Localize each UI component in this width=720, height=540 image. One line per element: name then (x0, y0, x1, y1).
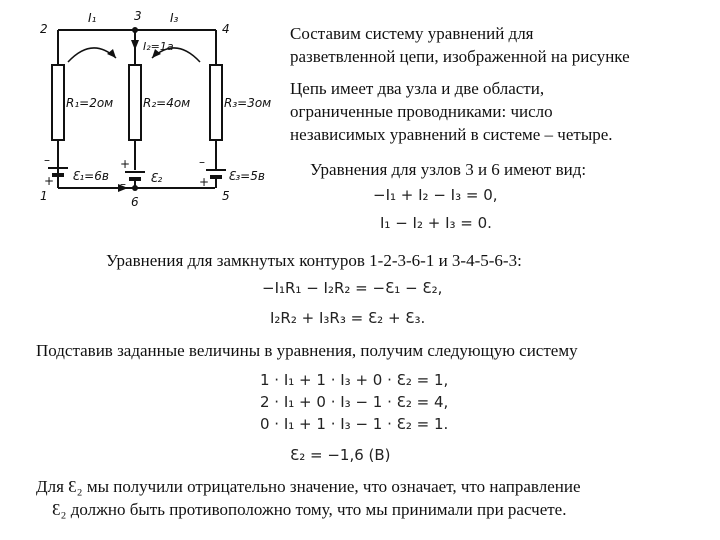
conclusion-line-1: Для Ɛ₂ мы получили отрицательно значение, что означает, что направление (36, 477, 581, 496)
intro-line-2: разветвленной цепи, изображенной на рисунке (290, 47, 630, 66)
source-label-e1: Ɛ₁=6в (72, 169, 109, 183)
node-eq-heading: Уравнения для узлов 3 и 6 имеют вид: (310, 160, 587, 179)
node-label-6: 6 (131, 195, 139, 209)
current-label-i3: I₃ (170, 11, 179, 25)
node-equation-1: −I₁ + I₂ − I₃ = 0, (373, 186, 498, 204)
node-3-dot (132, 27, 138, 33)
polarity-minus-e3: – (199, 155, 205, 169)
polarity-plus-e3: + (199, 175, 210, 189)
node-label-5: 5 (222, 189, 230, 203)
node-equation-2: I₁ − I₂ + I₃ = 0. (380, 214, 492, 232)
node-label-1: 1 (40, 189, 48, 203)
polarity-minus-e2: – (120, 177, 126, 191)
node-label-4: 4 (222, 22, 230, 36)
nodes-info-line-1: Цепь имеет два узла и две области, (290, 79, 545, 98)
resistor-r2 (129, 65, 141, 140)
result-equation: Ɛ₂ = −1,6 (В) (290, 446, 391, 464)
system-equation-1: 1 · I₁ + 1 · I₃ + 0 · Ɛ₂ = 1, (260, 371, 449, 389)
node-label-2: 2 (40, 22, 48, 36)
resistor-r1 (52, 65, 64, 140)
battery-e2 (125, 172, 145, 179)
substitution-heading: Подставив заданные величины в уравнения, получим следующую систему (36, 341, 578, 360)
loop-equation-2: I₂R₂ + I₃R₃ = Ɛ₂ + Ɛ₃. (270, 309, 426, 327)
circuit-diagram (0, 0, 290, 215)
resistor-label-r1: R₁=2ом (66, 96, 114, 110)
current-label-i1: I₁ (88, 11, 97, 25)
current-i2-arrow (131, 40, 139, 50)
system-equation-3: 0 · I₁ + 1 · I₃ − 1 · Ɛ₂ = 1. (260, 415, 449, 433)
polarity-minus-e1: – (44, 153, 50, 167)
resistor-label-r2: R₂=4ом (143, 96, 191, 110)
source-label-e2: Ɛ₂ (150, 171, 163, 185)
resistor-label-r3: R₃=3ом (224, 96, 272, 110)
nodes-info-line-2: ограниченные проводниками: число (290, 102, 553, 121)
loop-arrow-left (68, 48, 116, 62)
nodes-info-line-3: независимых уравнений в системе – четыре. (290, 125, 613, 144)
loop-heading: Уравнения для замкнутых контуров 1-2-3-6-1 и 3-4-5-6-3: (106, 251, 522, 270)
node-label-3: 3 (134, 9, 142, 23)
polarity-plus-e1: + (44, 174, 55, 188)
current-label-i2: I₂=1a (143, 40, 174, 53)
source-label-e3: Ɛ₃=5в (228, 169, 265, 183)
loop-equation-1: −I₁R₁ − I₂R₂ = −Ɛ₁ − Ɛ₂, (262, 279, 443, 297)
system-equation-2: 2 · I₁ + 0 · I₃ − 1 · Ɛ₂ = 4, (260, 393, 449, 411)
resistor-r3 (210, 65, 222, 140)
loop-arrow-left-head (107, 49, 116, 58)
polarity-plus-e2: + (120, 157, 131, 171)
intro-line-1: Составим систему уравнений для (290, 24, 534, 43)
conclusion-line-2: Ɛ₂ должно быть противоположно тому, что мы принимали при расчете. (52, 500, 567, 519)
